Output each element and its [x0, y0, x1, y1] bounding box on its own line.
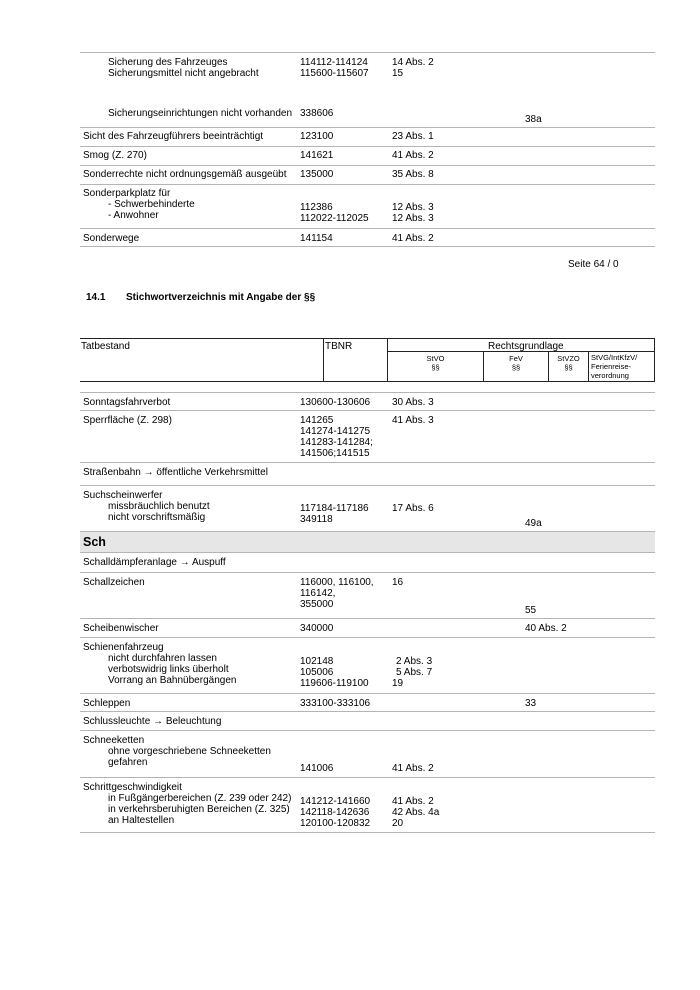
tatbestand-cell: Schneeketten [83, 735, 145, 746]
header-stvg-l1: StVG/IntKfzV/ [591, 353, 638, 362]
header-stvo [388, 354, 483, 372]
header-stvzo-sub: §§ [564, 363, 573, 372]
tatbestand-sub-cell: nicht durchfahren lassen [108, 653, 217, 664]
header-stvzo-label: StVZO [557, 354, 580, 363]
stvo-cell: 23 Abs. 1 [392, 131, 434, 142]
stvo-cell: 41 Abs. 3 [392, 415, 434, 426]
tbnr-cell: 141006 [300, 763, 334, 774]
tatbestand-cell: Sicherungseinrichtungen nicht vorhanden [108, 108, 293, 119]
section-label: Sch [83, 535, 106, 549]
tbnr-cell: 116000, 116100, [300, 577, 374, 588]
tbnr-cell: 340000 [300, 623, 334, 634]
tatbestand-cell: Straßenbahn → öffentliche Verkehrsmittel [83, 467, 268, 478]
tatbestand-cell: Sonderwege [83, 233, 140, 244]
tatbestand-cell: Sicherung des Fahrzeuges [108, 57, 228, 68]
tbnr-cell: 141274-141275 [300, 426, 371, 437]
stvo-cell: 35 Abs. 8 [392, 169, 434, 180]
tatbestand-cell: Schleppen [83, 698, 131, 709]
tatbestand-sub-cell: Vorrang an Bahnübergängen [108, 675, 237, 686]
tatbestand-cell: Schalldämpferanlage → Auspuff [83, 557, 226, 568]
tatbestand-sub-cell: verbotswidrig links überholt [108, 664, 229, 675]
stvzo-cell: 33 [525, 698, 537, 709]
tatbestand-cell: - Schwerbehinderte [108, 199, 195, 210]
tbnr-cell: 105006 [300, 667, 334, 678]
tbnr-cell: 141621 [300, 150, 334, 161]
stvzo-cell: 49a [525, 518, 542, 529]
header-stvo-label: StVO [426, 354, 445, 363]
stvzo-cell: 40 Abs. 2 [525, 623, 567, 634]
tatbestand-cell: Schrittgeschwindigkeit [83, 782, 182, 793]
tbnr-cell: 117184-117186 [300, 503, 369, 514]
page-number: Seite 64 / 0 [568, 259, 619, 270]
tatbestand-cell: Sonderparkplatz für [83, 188, 171, 199]
stvo-cell: 14 Abs. 2 [392, 57, 434, 68]
tbnr-cell: 135000 [300, 169, 334, 180]
tbnr-cell: 112386 [300, 202, 333, 213]
stvo-cell: 41 Abs. 2 [392, 233, 434, 244]
tbnr-cell: 102148 [300, 656, 334, 667]
stvo-cell: 16 [392, 577, 404, 588]
stvo-cell: 5 Abs. 7 [396, 667, 433, 678]
tatbestand-cell: Schlussleuchte → Beleuchtung [83, 716, 222, 727]
stvo-cell: 15 [392, 68, 404, 79]
tatbestand-cell: Sonderrechte nicht ordnungsgemäß ausgeübt [83, 169, 287, 180]
stvzo-cell: 38a [525, 114, 542, 125]
section-title: Stichwortverzeichnis mit Angabe der §§ [126, 292, 316, 303]
stvo-cell: 30 Abs. 3 [392, 397, 434, 408]
header-rechtsgrundlage: Rechtsgrundlage [488, 341, 564, 352]
tatbestand-sub-cell: an Haltestellen [108, 815, 175, 826]
tatbestand-cell: Sperrfläche (Z. 298) [83, 415, 172, 426]
stvo-cell: 41 Abs. 2 [392, 763, 434, 774]
tbnr-cell: 141265 [300, 415, 334, 426]
header-stvo-sub: §§ [431, 363, 440, 372]
header-stvzo [549, 354, 588, 372]
header-stvg-l3: verordnung [591, 371, 629, 380]
tbnr-cell: 114112-114124 [300, 57, 368, 68]
tatbestand-sub-cell: gefahren [108, 757, 148, 768]
tbnr-cell: 333100-333106 [300, 698, 371, 709]
stvo-cell: 12 Abs. 3 [392, 213, 434, 224]
tbnr-cell: 141212-141660 [300, 796, 371, 807]
header-stvg [591, 353, 655, 380]
stvo-cell: 20 [392, 818, 404, 829]
tbnr-cell: 141506;141515 [300, 448, 370, 459]
stvo-cell: 41 Abs. 2 [392, 150, 434, 161]
tbnr-cell: 142118-142636 [300, 807, 370, 818]
tbnr-cell: 349118 [300, 514, 333, 525]
tbnr-cell: 130600-130606 [300, 397, 371, 408]
tbnr-cell: 355000 [300, 599, 334, 610]
header-fev-label: FeV [509, 354, 523, 363]
tatbestand-cell: Schienenfahrzeug [83, 642, 164, 653]
tbnr-cell: 141283-141284; [300, 437, 373, 448]
stvzo-cell: 55 [525, 605, 537, 616]
stvo-cell: 19 [392, 678, 404, 689]
tbnr-cell: 119606-119100 [300, 678, 369, 689]
stvo-cell: 41 Abs. 2 [392, 796, 434, 807]
tatbestand-cell: Sicherungsmittel nicht angebracht [108, 68, 259, 79]
section-number: 14.1 [86, 292, 106, 303]
tatbestand-sub-cell: missbräuchlich benutzt [108, 501, 210, 512]
tatbestand-cell: Scheibenwischer [83, 623, 159, 634]
tatbestand-sub-cell: ohne vorgeschriebene Schneeketten [108, 746, 271, 757]
stvo-cell: 2 Abs. 3 [396, 656, 433, 667]
tatbestand-cell: Suchscheinwerfer [83, 490, 163, 501]
tbnr-cell: 141154 [300, 233, 333, 244]
stvo-cell: 42 Abs. 4a [392, 807, 440, 818]
header-fev [484, 354, 548, 372]
tatbestand-sub-cell: in Fußgängerbereichen (Z. 239 oder 242) [108, 793, 292, 804]
tatbestand-cell: Smog (Z. 270) [83, 150, 147, 161]
tatbestand-cell: - Anwohner [108, 210, 159, 221]
tatbestand-cell: Schallzeichen [83, 577, 145, 588]
tatbestand-cell: Sicht des Fahrzeugführers beeinträchtigt [83, 131, 264, 142]
header-tbnr: TBNR [325, 341, 353, 352]
tbnr-cell: 116142, [300, 588, 336, 599]
tbnr-cell: 338606 [300, 108, 334, 119]
tatbestand-cell: Sonntagsfahrverbot [83, 397, 171, 408]
header-tatbestand: Tatbestand [81, 341, 130, 352]
header-fev-sub: §§ [511, 363, 521, 372]
tbnr-cell: 112022-112025 [300, 213, 369, 224]
tbnr-cell: 123100 [300, 131, 334, 142]
tatbestand-sub-cell: nicht vorschriftsmäßig [108, 512, 206, 523]
stvo-cell: 12 Abs. 3 [392, 202, 434, 213]
header-stvg-l2: Ferienreise- [591, 362, 632, 371]
tatbestand-sub-cell: in verkehrsberuhigten Bereichen (Z. 325) [108, 804, 290, 815]
section-band [80, 532, 655, 552]
stvo-cell: 17 Abs. 6 [392, 503, 434, 514]
tbnr-cell: 115600-115607 [300, 68, 369, 79]
tbnr-cell: 120100-120832 [300, 818, 371, 829]
